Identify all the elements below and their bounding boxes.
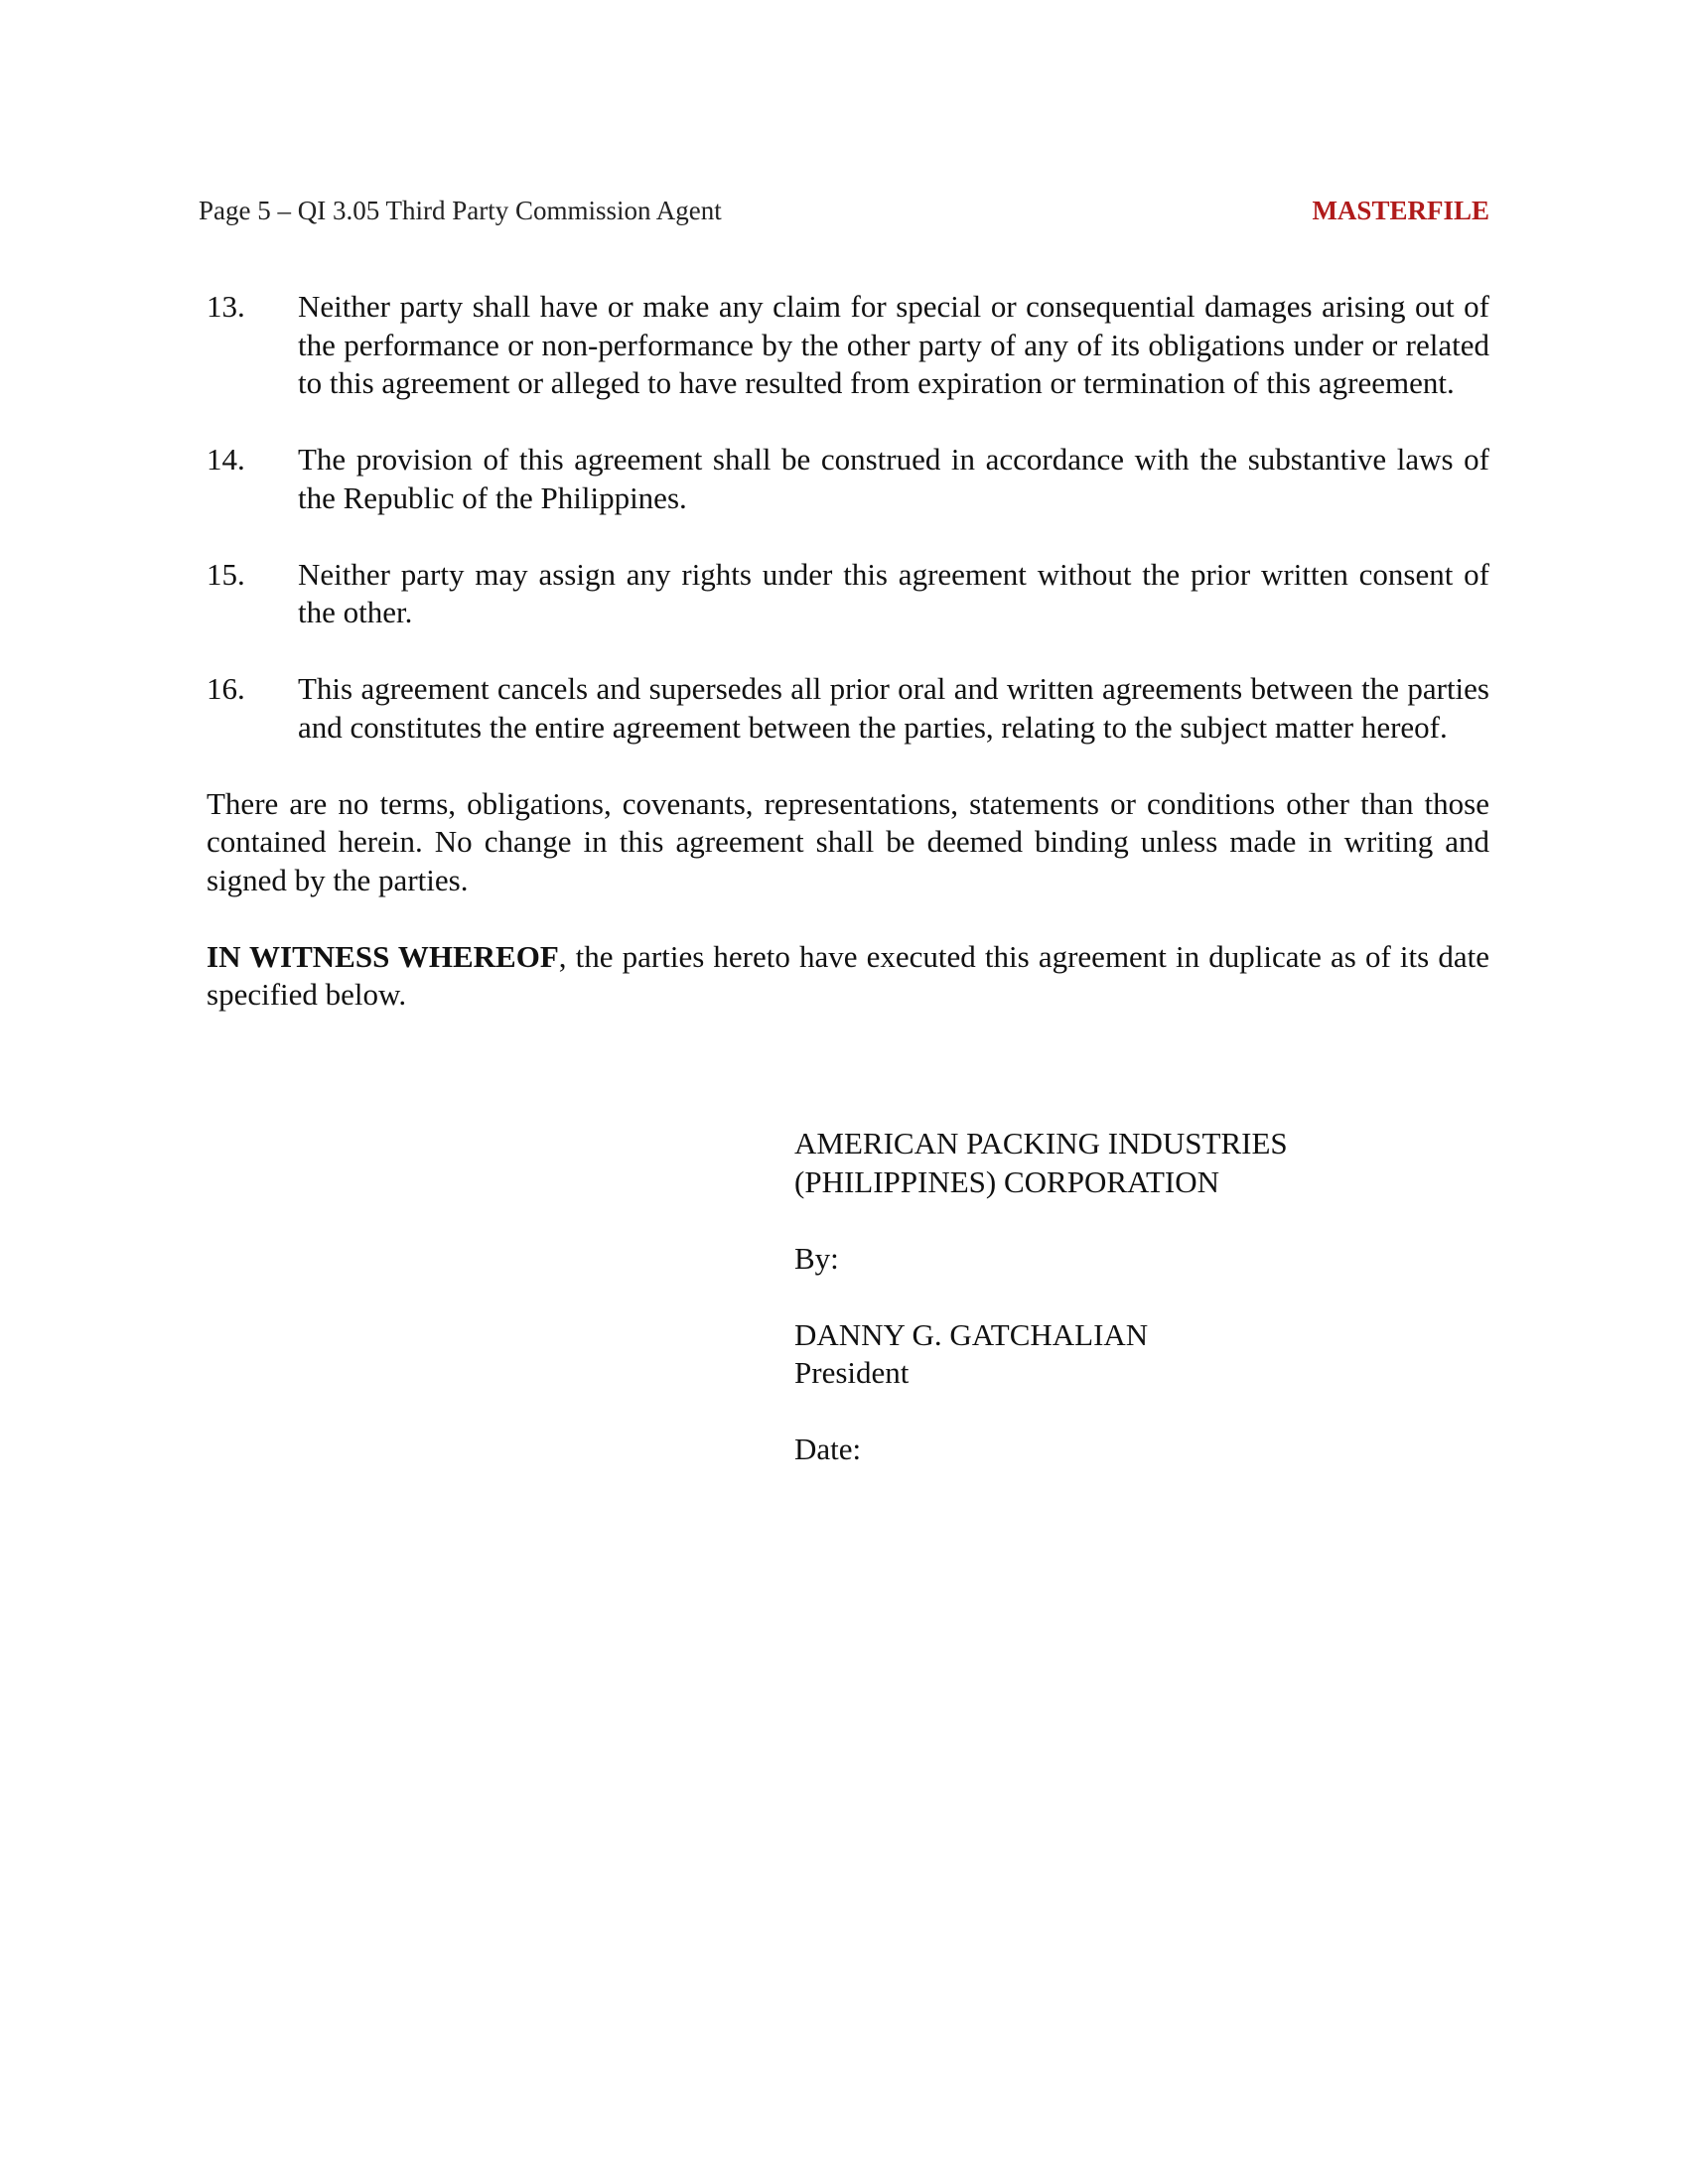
- clause-text: This agreement cancels and supersedes all prior oral and written agreements between the parties and constitutes the entire agreement between the parties, relating to the subject matter hereof.: [298, 671, 1489, 745]
- page-header: [199, 191, 1489, 230]
- masterfile-stamp: MASTERFILE: [1312, 196, 1489, 225]
- witness-text: , the parties hereto have executed this agreement in duplicate as of its date specified below.: [207, 938, 1489, 1012]
- date-label: Date:: [794, 1432, 862, 1466]
- clause-13: [207, 288, 1489, 403]
- closing-paragraph: There are no terms, obligations, covenants, representations, statements or conditions other than those contained herein. No change in this agreement shall be deemed binding unless made in writing and signed by the parties.: [207, 785, 1489, 897]
- signatory-title: President: [794, 1355, 910, 1390]
- agreement-body: [207, 288, 1489, 1052]
- signatory-name: DANNY G. GATCHALIAN: [794, 1316, 1149, 1352]
- clause-number: 16.: [207, 671, 245, 706]
- page-label: Page 5 – QI 3.05 Third Party Commission Agent: [199, 196, 722, 225]
- date-line: [794, 1431, 1410, 1469]
- clause-number: 14.: [207, 442, 245, 477]
- witness-lead: IN WITNESS WHEREOF: [207, 938, 559, 974]
- by-label: By:: [794, 1240, 839, 1276]
- company-line-1: AMERICAN PACKING INDUSTRIES: [794, 1126, 1288, 1160]
- clause-text: The provision of this agreement shall be construed in accordance with the substantive laws of the Republic of the Philippines.: [298, 442, 1489, 515]
- signature-block: [794, 1125, 1410, 1507]
- by-line: [794, 1240, 1410, 1279]
- witness-paragraph: [207, 938, 1489, 1015]
- clause-number: 15.: [207, 556, 245, 592]
- signatory: [794, 1316, 1410, 1393]
- clause-text: Neither party may assign any rights under this agreement without the prior written consent of the other.: [298, 556, 1489, 629]
- clause-15: [207, 556, 1489, 632]
- clause-16: [207, 670, 1489, 747]
- clause-14: [207, 441, 1489, 517]
- clause-text: Neither party shall have or make any claim for special or consequential damages arising out of the performance or non-performance by the other party of any of its obligations under or related to this agreement or alleged to have resulted from expiration or termination of this agreement.: [298, 289, 1489, 400]
- company-line-2: (PHILIPPINES) CORPORATION: [794, 1163, 1220, 1199]
- clause-number: 13.: [207, 289, 245, 324]
- company-name: [794, 1125, 1410, 1201]
